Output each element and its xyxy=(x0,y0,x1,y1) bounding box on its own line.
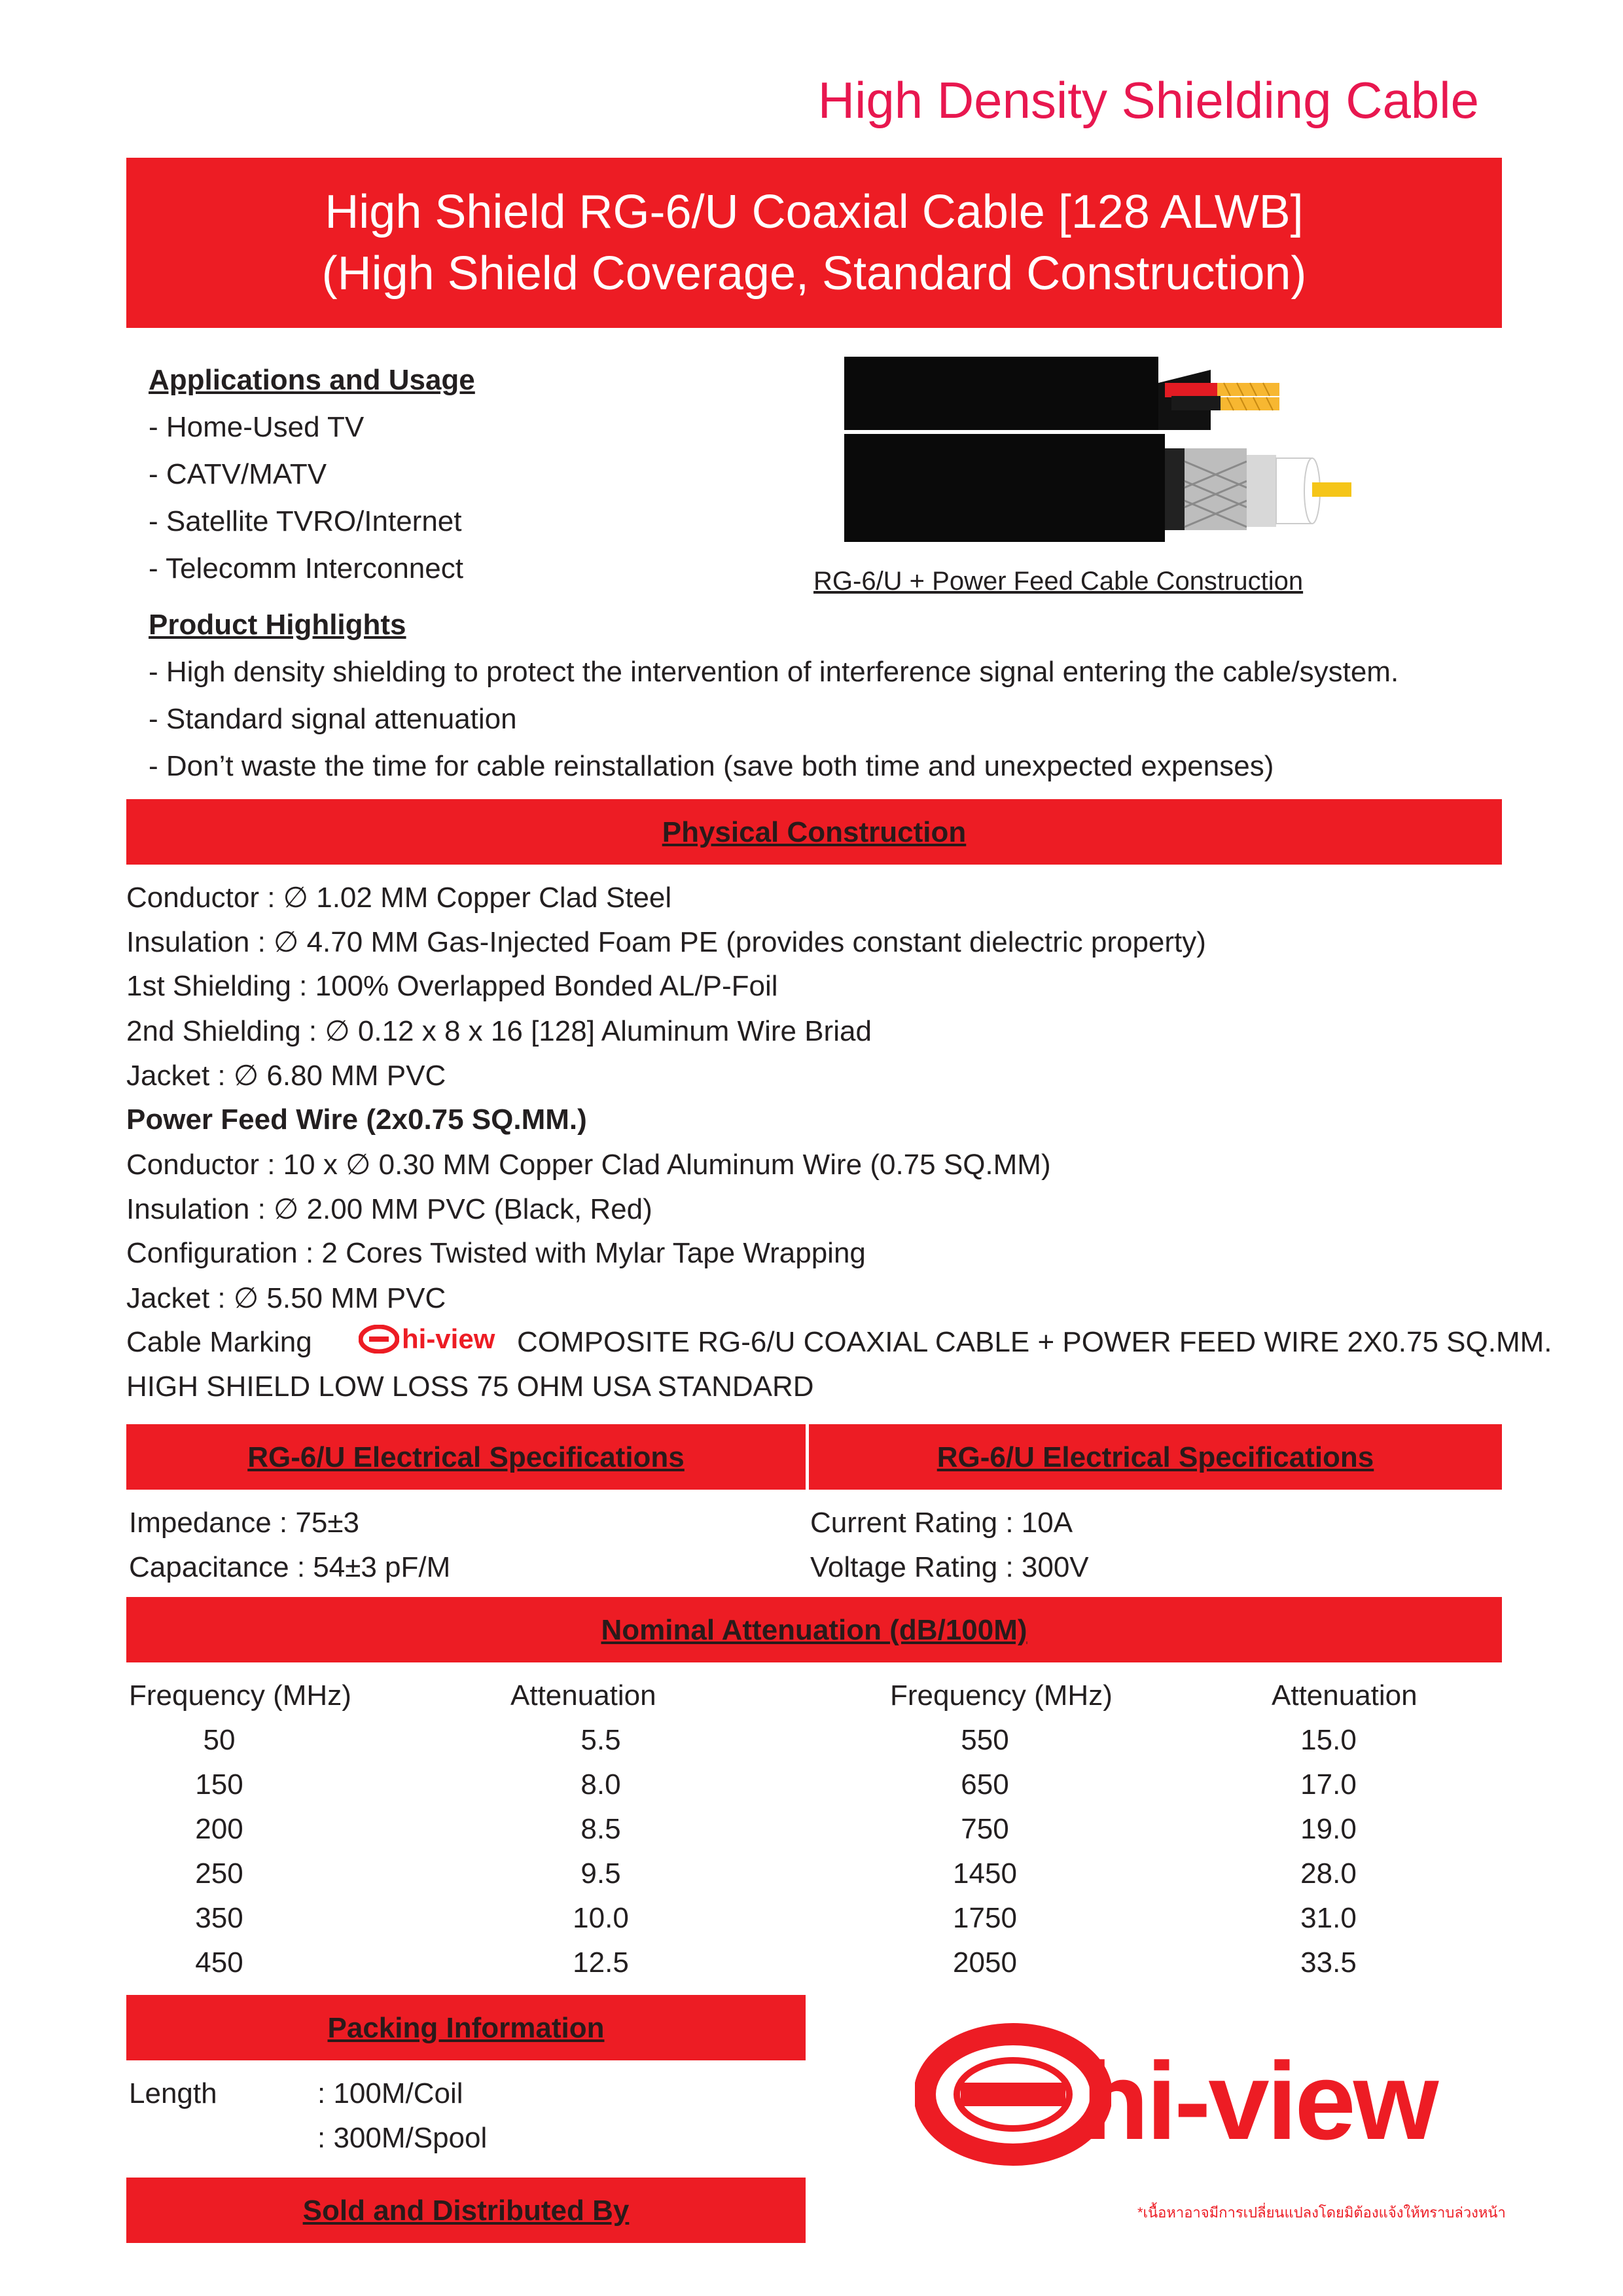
packing-heading: Packing Information xyxy=(327,2012,605,2044)
electrical-right-heading: RG-6/U Electrical Specifications xyxy=(936,1441,1374,1473)
attenuation-frequency: 750 xyxy=(961,1813,1009,1845)
attenuation-value: 10.0 xyxy=(573,1902,629,1934)
application-item: - Telecomm Interconnect xyxy=(149,552,463,584)
packing-value: : 100M/Coil xyxy=(317,2077,463,2109)
attenuation-frequency: 2050 xyxy=(953,1946,1017,1979)
footnote: *เนื้อหาอาจมีการเปลี่ยนแปลงโดยมิต้องแจ้งให้ทราบล่วงหน้า xyxy=(1137,2204,1506,2221)
electrical-right-bar xyxy=(809,1424,1502,1490)
product-title-line1: High Shield RG-6/U Coaxial Cable [128 ALWB] xyxy=(325,186,1304,238)
application-item: - Satellite TVRO/Internet xyxy=(149,505,462,537)
cable-construction-illustration xyxy=(844,357,1355,543)
packing-label: Length xyxy=(129,2077,217,2109)
highlight-item: - Don’t waste the time for cable reinstallation (save both time and unexpected expenses) xyxy=(149,750,1274,782)
attenuation-frequency: 450 xyxy=(195,1946,243,1979)
spec-line: Jacket : ∅ 6.80 MM PVC xyxy=(126,1060,446,1092)
electrical-left-heading: RG-6/U Electrical Specifications xyxy=(247,1441,685,1473)
attenuation-bar xyxy=(126,1597,1502,1662)
product-title-line2: (High Shield Coverage, Standard Construction) xyxy=(321,247,1307,300)
attenuation-frequency: 1450 xyxy=(953,1857,1017,1890)
attenuation-frequency: 250 xyxy=(195,1857,243,1890)
attenuation-value: 15.0 xyxy=(1300,1724,1357,1756)
attenuation-heading: Nominal Attenuation (dB/100M) xyxy=(601,1614,1027,1646)
physical-construction-heading: Physical Construction xyxy=(662,816,967,848)
attenuation-value: 33.5 xyxy=(1300,1946,1357,1979)
electrical-left-bar xyxy=(126,1424,806,1490)
attenuation-frequency: 50 xyxy=(203,1724,236,1756)
spec-line: Insulation : ∅ 2.00 MM PVC (Black, Red) xyxy=(126,1193,652,1225)
freq-header-left: Frequency (MHz) xyxy=(129,1679,351,1712)
attenuation-value: 19.0 xyxy=(1300,1813,1357,1845)
spec-line: 1st Shielding : 100% Overlapped Bonded AL/P-Foil xyxy=(126,970,778,1002)
att-header-left: Attenuation xyxy=(510,1679,656,1712)
sold-by-bar xyxy=(126,2178,806,2243)
attenuation-frequency: 350 xyxy=(195,1902,243,1934)
application-item: - CATV/MATV xyxy=(149,458,327,490)
spec-line: Configuration : 2 Cores Twisted with Mylar Tape Wrapping xyxy=(126,1237,866,1269)
packing-bar xyxy=(126,1995,806,2060)
electrical-spec: Voltage Rating : 300V xyxy=(810,1551,1089,1583)
marking-logo-text: hi-view xyxy=(402,1323,495,1354)
spec-line: Conductor : ∅ 1.02 MM Copper Clad Steel xyxy=(126,882,672,914)
electrical-spec: Impedance : 75±3 xyxy=(129,1507,359,1539)
attenuation-value: 8.5 xyxy=(580,1813,621,1845)
cable-marking-text2: HIGH SHIELD LOW LOSS 75 OHM USA STANDARD xyxy=(126,1371,814,1403)
highlight-item: - Standard signal attenuation xyxy=(149,703,517,735)
attenuation-value: 5.5 xyxy=(580,1724,621,1756)
attenuation-value: 8.0 xyxy=(580,1768,621,1801)
attenuation-value: 12.5 xyxy=(573,1946,629,1979)
attenuation-value: 31.0 xyxy=(1300,1902,1357,1934)
attenuation-value: 28.0 xyxy=(1300,1857,1357,1890)
attenuation-value: 9.5 xyxy=(580,1857,621,1890)
spec-line: Insulation : ∅ 4.70 MM Gas-Injected Foam PE (provides constant dielectric property) xyxy=(126,926,1206,958)
hiview-logo-icon xyxy=(359,1325,399,1354)
application-item: - Home-Used TV xyxy=(149,411,365,443)
attenuation-frequency: 650 xyxy=(961,1768,1009,1801)
product-title-banner xyxy=(126,158,1502,328)
applications-heading: Applications and Usage xyxy=(149,364,475,396)
att-header-right: Attenuation xyxy=(1272,1679,1418,1712)
attenuation-frequency: 1750 xyxy=(953,1902,1017,1934)
marking-logo xyxy=(359,1323,495,1355)
sold-by-heading: Sold and Distributed By xyxy=(302,2195,630,2227)
electrical-spec: Capacitance : 54±3 pF/M xyxy=(129,1551,451,1583)
spec-line: Conductor : 10 x ∅ 0.30 MM Copper Clad Aluminum Wire (0.75 SQ.MM) xyxy=(126,1149,1051,1181)
freq-header-right: Frequency (MHz) xyxy=(890,1679,1113,1712)
attenuation-frequency: 150 xyxy=(195,1768,243,1801)
brand-logo xyxy=(915,2022,1517,2166)
highlights-heading: Product Highlights xyxy=(149,609,406,641)
packing-value: : 300M/Spool xyxy=(317,2122,488,2154)
attenuation-frequency: 550 xyxy=(961,1724,1009,1756)
cable-marking-label: Cable Marking xyxy=(126,1326,312,1358)
cable-marking-text: COMPOSITE RG-6/U COAXIAL CABLE + POWER FEED WIRE 2X0.75 SQ.MM. xyxy=(517,1326,1552,1358)
attenuation-frequency: 200 xyxy=(195,1813,243,1845)
illustration-caption: RG-6/U + Power Feed Cable Construction xyxy=(813,567,1304,596)
highlight-item: - High density shielding to protect the intervention of interference signal entering the cable/system. xyxy=(149,656,1399,688)
attenuation-value: 17.0 xyxy=(1300,1768,1357,1801)
power-feed-heading: Power Feed Wire (2x0.75 SQ.MM.) xyxy=(126,1103,587,1136)
brand-logo-text: hi-view xyxy=(1082,2039,1436,2162)
physical-construction-bar xyxy=(126,799,1502,865)
spec-line: 2nd Shielding : ∅ 0.12 x 8 x 16 [128] Aluminum Wire Briad xyxy=(126,1015,872,1047)
document-title: High Density Shielding Cable xyxy=(817,71,1479,129)
spec-line: Jacket : ∅ 5.50 MM PVC xyxy=(126,1282,446,1314)
electrical-spec: Current Rating : 10A xyxy=(810,1507,1073,1539)
